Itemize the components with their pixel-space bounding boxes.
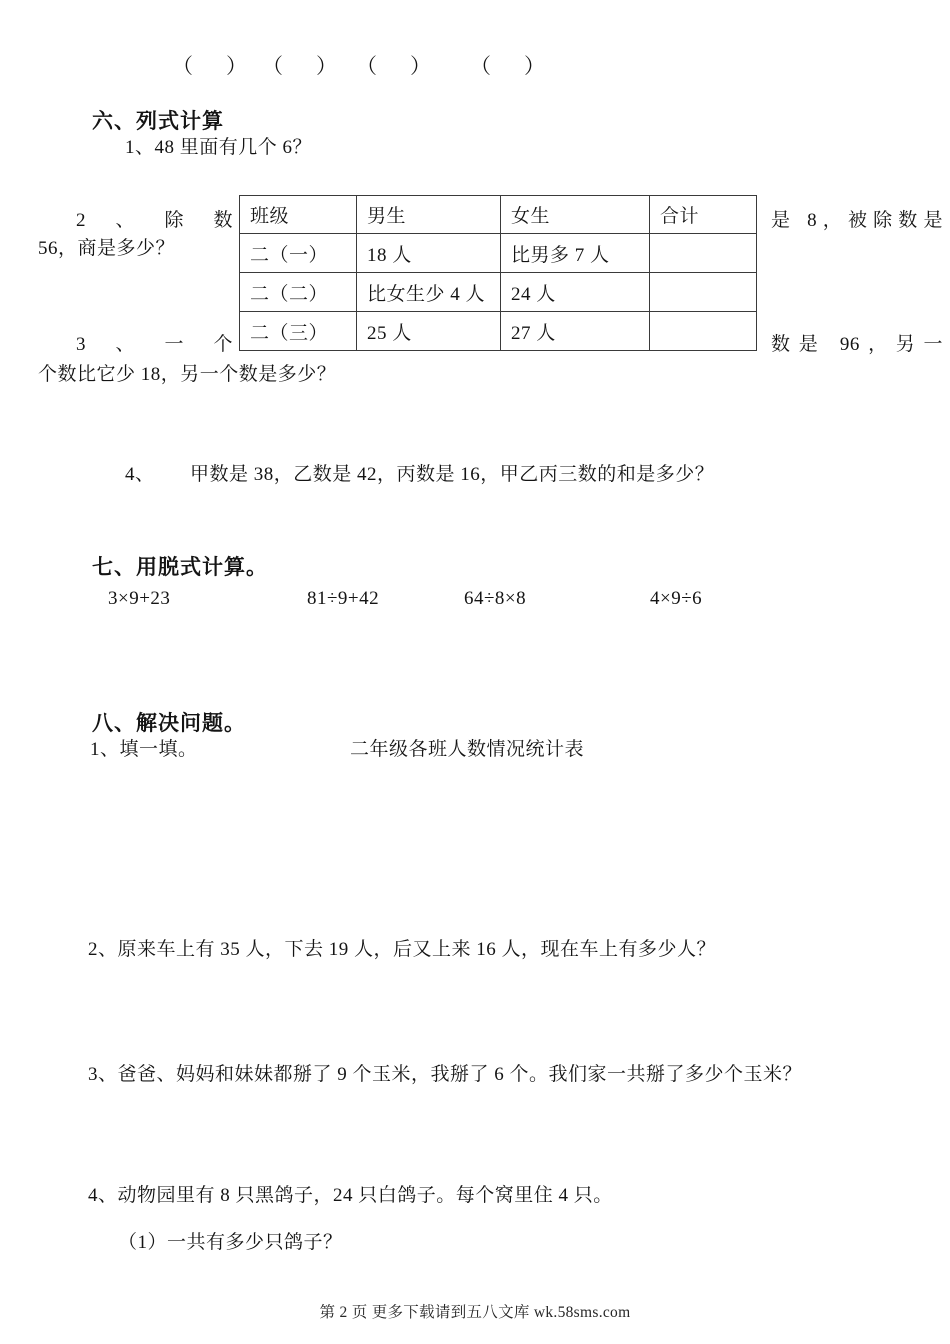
expression-3: 64÷8×8 <box>464 588 527 609</box>
expression-4: 4×9÷6 <box>650 588 703 609</box>
table-row <box>240 273 757 312</box>
statistics-table-title: 二年级各班人数情况统计表 <box>350 739 585 760</box>
table-header-boys: 男生 <box>357 196 501 234</box>
table-header-class: 班级 <box>240 196 357 234</box>
answer-paren-3: （ ） <box>356 54 437 78</box>
page-footer: 第 2 页 更多下载请到五八文库 wk.58sms.com <box>319 1304 631 1321</box>
question-six-2-left: 2、除数 <box>76 210 233 231</box>
question-eight-2: 2、原来车上有 35 人，下去 19 人，后又上来 16 人，现在车上有多少人？ <box>88 939 717 960</box>
table-cell: 27 人 <box>501 312 650 351</box>
table-cell: 24 人 <box>501 273 650 312</box>
question-six-4-text: 甲数是 38，乙数是 42，丙数是 16，甲乙丙三数的和是多少？ <box>190 464 715 485</box>
section-seven-heading: 七、用脱式计算。 <box>92 555 268 579</box>
question-six-4-number: 4、 <box>125 464 155 485</box>
table-cell-empty <box>650 312 757 351</box>
answer-paren-2: （ ） <box>262 54 343 78</box>
answer-paren-4: （ ） <box>470 54 551 78</box>
question-eight-4: 4、动物园里有 8 只黑鸽子，24 只白鸽子。每个窝里住 4 只。 <box>88 1185 613 1206</box>
expression-1: 3×9+23 <box>108 588 171 609</box>
table-header-total: 合计 <box>650 196 757 234</box>
table-cell-empty <box>650 234 757 273</box>
table-cell: 二（二） <box>240 273 357 312</box>
table-cell: 比男多 7 人 <box>501 234 650 273</box>
question-eight-1-label: 1、填一填。 <box>90 739 198 760</box>
section-eight-heading: 八、解决问题。 <box>92 711 246 735</box>
question-eight-3: 3、爸爸、妈妈和妹妹都掰了 9 个玉米，我掰了 6 个。我们家一共掰了多少个玉米？ <box>88 1064 803 1085</box>
answer-paren-1: （ ） <box>172 54 253 78</box>
table-header-girls: 女生 <box>501 196 650 234</box>
table-header-row <box>240 196 757 234</box>
table-row <box>240 312 757 351</box>
question-six-3-cont: 个数比它少 18，另一个数是多少？ <box>38 364 337 385</box>
table-cell: 比女生少 4 人 <box>357 273 501 312</box>
question-six-2-right: 是 8，被除数是 <box>771 210 943 231</box>
table-cell: 二（一） <box>240 234 357 273</box>
table-cell: 25 人 <box>357 312 501 351</box>
expression-2: 81÷9+42 <box>307 588 380 609</box>
question-six-2-cont: 56，商是多少？ <box>38 238 176 259</box>
question-six-3-right: 数是 96，另一 <box>771 334 943 355</box>
question-six-3-left: 3、一个 <box>76 334 233 355</box>
table-cell: 二（三） <box>240 312 357 351</box>
table-cell-empty <box>650 273 757 312</box>
question-eight-4-sub1: （1）一共有多少只鸽子？ <box>118 1232 343 1253</box>
class-count-table <box>239 195 757 351</box>
table-cell: 18 人 <box>357 234 501 273</box>
question-six-1: 1、48 里面有几个 6？ <box>125 137 313 158</box>
section-six-heading: 六、列式计算 <box>92 109 224 133</box>
table-row <box>240 234 757 273</box>
